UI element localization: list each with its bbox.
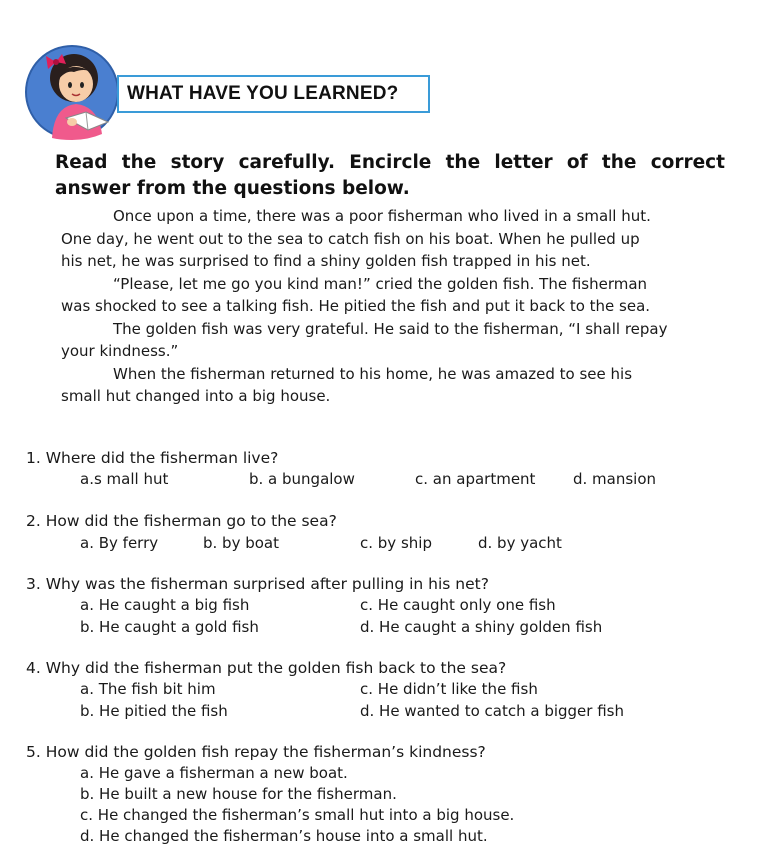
option-2b[interactable]: b. by boat	[203, 534, 279, 552]
option-5d[interactable]: d. He changed the fisherman’s house into a small hut.	[80, 827, 488, 845]
story-line: your kindness.”	[61, 342, 179, 360]
story	[61, 205, 701, 408]
option-3b[interactable]: b. He caught a gold fish	[80, 618, 259, 636]
instructions: Read the story carefully. Encircle the letter of the correct answer from the questions below.	[55, 152, 725, 199]
option-1c[interactable]: c. an apartment	[415, 470, 536, 488]
question-3: 3. Why was the fisherman surprised after pulling in his net?	[26, 575, 489, 593]
option-2d[interactable]: d. by yacht	[478, 534, 562, 552]
option-4c[interactable]: c. He didn’t like the fish	[360, 680, 538, 698]
option-3c[interactable]: c. He caught only one fish	[360, 596, 556, 614]
option-3a[interactable]: a. He caught a big fish	[80, 596, 250, 614]
story-line: One day, he went out to the sea to catch fish on his boat. When he pulled up	[61, 229, 640, 248]
option-1d[interactable]: d. mansion	[573, 470, 657, 488]
girl-reading-illustration	[22, 42, 122, 142]
story-line: was shocked to see a talking fish. He pitied the fish and put it back to the sea.	[61, 297, 651, 315]
question-2: 2. How did the fisherman go to the sea?	[26, 512, 337, 530]
story-line: small hut changed into a big house.	[61, 387, 331, 405]
section-title-box	[117, 75, 430, 113]
story-line: When the fisherman returned to his home, he was amazed to see his	[113, 364, 633, 383]
option-4b[interactable]: b. He pitied the fish	[80, 702, 228, 720]
option-3d[interactable]: d. He caught a shiny golden fish	[360, 618, 603, 636]
section-title: WHAT HAVE YOU LEARNED?	[127, 83, 399, 104]
option-5c[interactable]: c. He changed the fisherman’s small hut into a big house.	[80, 806, 515, 824]
option-4d[interactable]: d. He wanted to catch a bigger fish	[360, 702, 624, 720]
story-line: The golden fish was very grateful. He said to the fisherman, “I shall repay	[113, 319, 668, 338]
option-5a[interactable]: a. He gave a fisherman a new boat.	[80, 764, 348, 782]
story-line: his net, he was surprised to find a shiny golden fish trapped in his net.	[61, 252, 591, 270]
question-1: 1. Where did the fisherman live?	[26, 449, 279, 467]
option-4a[interactable]: a. The fish bit him	[80, 680, 216, 698]
option-1a[interactable]: a.s mall hut	[80, 470, 169, 488]
option-5b[interactable]: b. He built a new house for the fisherman.	[80, 785, 397, 803]
option-1b[interactable]: b. a bungalow	[249, 470, 355, 488]
question-4: 4. Why did the fisherman put the golden fish back to the sea?	[26, 659, 507, 677]
story-line: “Please, let me go you kind man!” cried the golden fish. The fisherman	[113, 274, 648, 293]
option-2a[interactable]: a. By ferry	[80, 534, 159, 552]
story-line: Once upon a time, there was a poor fisherman who lived in a small hut.	[113, 207, 651, 225]
question-5: 5. How did the golden fish repay the fisherman’s kindness?	[26, 743, 486, 761]
option-2c[interactable]: c. by ship	[360, 534, 432, 552]
